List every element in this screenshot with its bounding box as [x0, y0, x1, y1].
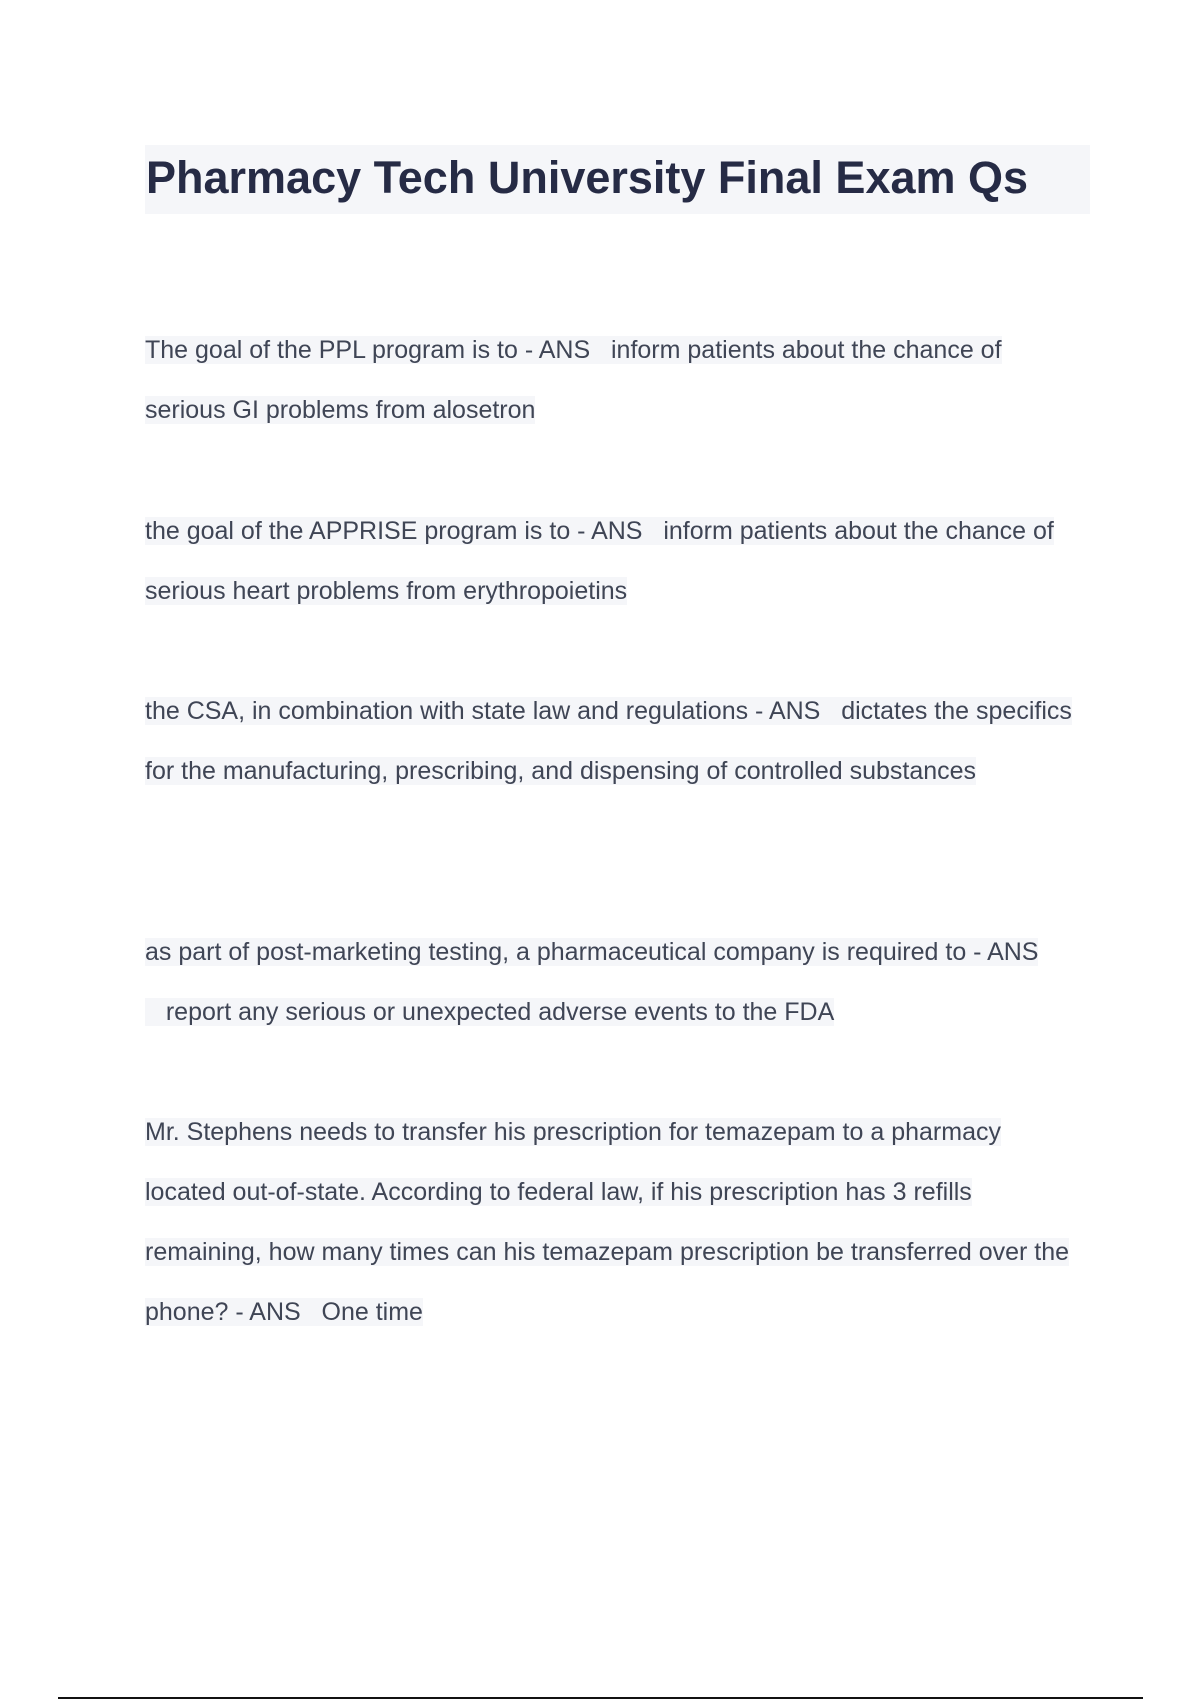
qa-entry-5 — [145, 1102, 1085, 1342]
question-4: as part of post-marketing testing, a pharmaceutical company is required to - — [145, 938, 988, 966]
ans-marker-1: ANS — [538, 336, 591, 364]
question-5: Mr. Stephens needs to transfer his prescription for temazepam to a pharmacy located out-of-state. According to federal law, if his prescription has 3 refills remaining, how many times can his temazepam prescription be transferred over the phone? - — [145, 1118, 1070, 1326]
answer-2: inform patients about the chance of serious heart problems from erythropoietins — [145, 517, 1054, 605]
qa-entry-5-highlight — [145, 1118, 1069, 1326]
qa-entry-2-highlight — [145, 517, 1054, 605]
ans-marker-4: ANS — [987, 938, 1039, 966]
qa-entry-4 — [145, 922, 1085, 1042]
answer-5: One time — [321, 1298, 423, 1326]
ans-marker-3: ANS — [768, 697, 821, 725]
qa-entry-1 — [145, 320, 1085, 440]
qa-entry-4-highlight — [145, 938, 1038, 1026]
question-3: the CSA, in combination with state law and regulations - — [145, 697, 769, 725]
qa-entry-3 — [145, 681, 1085, 801]
qa-entry-2 — [145, 501, 1085, 621]
question-1: The goal of the PPL program is to - — [145, 336, 539, 364]
question-2: the goal of the APPRISE program is to - — [145, 517, 592, 545]
ans-marker-2: ANS — [591, 517, 643, 545]
answer-3: dictates the specifics for the manufacturing, prescribing, and dispensing of controlled substances — [145, 697, 1072, 785]
ans-marker-5: ANS — [249, 1298, 301, 1326]
document-title: Pharmacy Tech University Final Exam Qs — [146, 152, 1029, 203]
answer-4: report any serious or unexpected adverse events to the FDA — [165, 998, 835, 1026]
qa-entry-1-highlight — [145, 336, 1002, 424]
page-bottom-rule — [58, 1697, 1143, 1699]
qa-entry-3-highlight — [145, 697, 1072, 785]
answer-1: inform patients about the chance of serious GI problems from alosetron — [145, 336, 1002, 424]
